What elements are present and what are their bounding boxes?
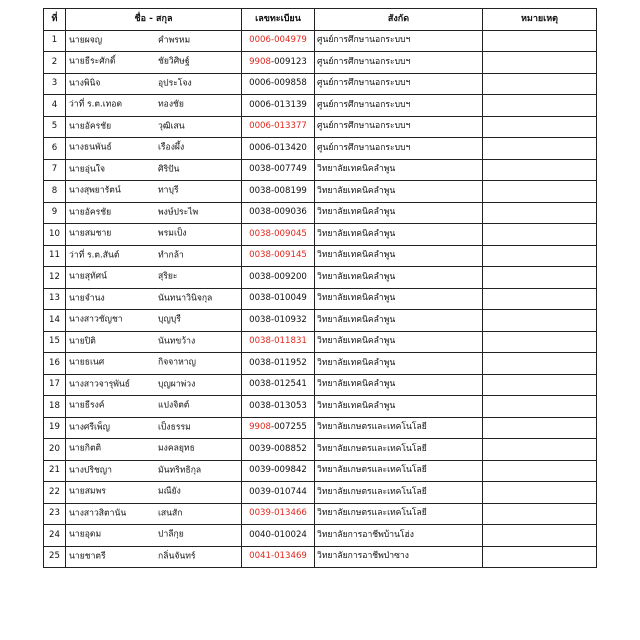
first-name: ว่าที่ ร.ต.เทอด — [69, 99, 123, 110]
registration-part: 0038-011952 — [249, 357, 307, 368]
header-name: ชื่อ - สกุล — [66, 9, 242, 31]
registration-part-highlighted: 9908 — [249, 422, 271, 433]
first-name: นางพินิจ — [69, 78, 101, 89]
registration-number — [242, 288, 315, 310]
registration-part-highlighted: 0038-009145 — [249, 250, 307, 261]
first-name: ว่าที่ ร.ต.สันต์ — [69, 250, 120, 261]
table-row — [44, 116, 597, 138]
row-number: 12 — [44, 267, 66, 289]
remarks-cell — [483, 525, 597, 547]
registration-part-highlighted: 9908 — [249, 56, 271, 67]
registration-part: 0038-007749 — [249, 164, 307, 175]
last-name: ทองชัย — [158, 99, 184, 110]
remarks-cell — [483, 202, 597, 224]
registration-number — [242, 267, 315, 289]
registration-number — [242, 546, 315, 568]
first-name: นางธนพันธ์ — [69, 142, 112, 153]
first-name: นางสุพยารัตน์ — [69, 185, 121, 196]
last-name: วุฒิเสน — [158, 121, 185, 132]
name-cell — [66, 159, 242, 181]
remarks-cell — [483, 374, 597, 396]
affiliation-cell: วิทยาลัยเทคนิคลำพูน — [315, 245, 483, 267]
row-number: 6 — [44, 138, 66, 160]
table-header — [44, 9, 597, 31]
row-number: 18 — [44, 396, 66, 418]
name-cell — [66, 116, 242, 138]
remarks-cell — [483, 73, 597, 95]
remarks-cell — [483, 460, 597, 482]
last-name: ปาลีกุย — [158, 529, 184, 540]
affiliation-cell: ศูนย์การศึกษานอกระบบฯ — [315, 138, 483, 160]
name-cell — [66, 30, 242, 52]
row-number: 5 — [44, 116, 66, 138]
name-cell — [66, 546, 242, 568]
affiliation-cell: ศูนย์การศึกษานอกระบบฯ — [315, 116, 483, 138]
name-cell — [66, 73, 242, 95]
row-number: 3 — [44, 73, 66, 95]
table-row — [44, 224, 597, 246]
row-number: 17 — [44, 374, 66, 396]
remarks-cell — [483, 482, 597, 504]
registration-part: 0038-010049 — [249, 293, 307, 304]
first-name: นายธีระศักดิ์ — [69, 56, 116, 67]
registration-number — [242, 202, 315, 224]
first-name: นายธีรงค์ — [69, 400, 105, 411]
last-name: เป็งธรรม — [158, 422, 191, 433]
remarks-cell — [483, 181, 597, 203]
remarks-cell — [483, 331, 597, 353]
name-cell — [66, 288, 242, 310]
registration-number — [242, 30, 315, 52]
header-no: ที่ — [44, 9, 66, 31]
table-row — [44, 310, 597, 332]
affiliation-cell: วิทยาลัยเทคนิคลำพูน — [315, 331, 483, 353]
registration-part-highlighted: 0041-013469 — [249, 551, 307, 562]
first-name: นางศรีเพ็ญ — [69, 422, 110, 433]
remarks-cell — [483, 159, 597, 181]
remarks-cell — [483, 310, 597, 332]
remarks-cell — [483, 30, 597, 52]
table-row — [44, 181, 597, 203]
table-row — [44, 546, 597, 568]
registration-number — [242, 353, 315, 375]
affiliation-cell: วิทยาลัยเกษตรและเทคโนโลยี — [315, 482, 483, 504]
last-name: บุญบุรี — [158, 314, 181, 325]
registration-number — [242, 525, 315, 547]
row-number: 2 — [44, 52, 66, 74]
remarks-cell — [483, 439, 597, 461]
first-name: นายอัครชัย — [69, 207, 112, 218]
row-number: 21 — [44, 460, 66, 482]
first-name: นายอุดม — [69, 529, 102, 540]
registration-part: 0039-009842 — [249, 465, 307, 476]
row-number: 24 — [44, 525, 66, 547]
name-cell — [66, 224, 242, 246]
row-number: 23 — [44, 503, 66, 525]
table-row — [44, 353, 597, 375]
affiliation-cell: วิทยาลัยเกษตรและเทคโนโลยี — [315, 460, 483, 482]
row-number: 25 — [44, 546, 66, 568]
last-name: เสนสัก — [158, 508, 183, 519]
table-row — [44, 138, 597, 160]
name-cell — [66, 245, 242, 267]
last-name: นันทนาวินิจกุล — [158, 293, 213, 304]
row-number: 10 — [44, 224, 66, 246]
registration-part: 0006-013420 — [249, 142, 307, 153]
name-cell — [66, 482, 242, 504]
name-cell — [66, 310, 242, 332]
header-row — [44, 9, 597, 31]
remarks-cell — [483, 245, 597, 267]
remarks-cell — [483, 267, 597, 289]
name-cell — [66, 374, 242, 396]
table-row — [44, 95, 597, 117]
affiliation-cell: วิทยาลัยเกษตรและเทคโนโลยี — [315, 417, 483, 439]
table-row — [44, 439, 597, 461]
remarks-cell — [483, 52, 597, 74]
name-cell — [66, 95, 242, 117]
table-row — [44, 245, 597, 267]
registration-part-highlighted: 0006-004979 — [249, 35, 307, 46]
registration-number — [242, 310, 315, 332]
registration-number — [242, 439, 315, 461]
table-row — [44, 417, 597, 439]
name-cell — [66, 525, 242, 547]
name-cell — [66, 417, 242, 439]
remarks-cell — [483, 503, 597, 525]
affiliation-cell: วิทยาลัยเทคนิคลำพูน — [315, 374, 483, 396]
last-name: บุญผาพ่วง — [158, 379, 196, 390]
last-name: พรมเป็ง — [158, 228, 187, 239]
affiliation-cell: วิทยาลัยการอาชีพป่าซาง — [315, 546, 483, 568]
last-name: กิจจาหาญ — [158, 357, 196, 368]
header-registration: เลขทะเบียน — [242, 9, 315, 31]
last-name: พงษ์ประไพ — [158, 207, 199, 218]
name-cell — [66, 353, 242, 375]
remarks-cell — [483, 116, 597, 138]
remarks-cell — [483, 546, 597, 568]
first-name: นางปริชญา — [69, 465, 112, 476]
last-name: คำพรหม — [158, 35, 191, 46]
registration-part: 0038-009200 — [249, 271, 307, 282]
name-cell — [66, 202, 242, 224]
first-name: นางสาวชัญชา — [69, 314, 123, 325]
registration-number — [242, 503, 315, 525]
registration-number — [242, 245, 315, 267]
registration-part: 0038-008199 — [249, 185, 307, 196]
registration-part: 0040-010024 — [249, 529, 307, 540]
name-cell — [66, 460, 242, 482]
registration-part: 0038-013053 — [249, 400, 307, 411]
affiliation-cell: วิทยาลัยเทคนิคลำพูน — [315, 159, 483, 181]
remarks-cell — [483, 417, 597, 439]
last-name: มันทริทธิกุล — [158, 465, 202, 476]
name-cell — [66, 267, 242, 289]
row-number: 22 — [44, 482, 66, 504]
affiliation-cell: วิทยาลัยเทคนิคลำพูน — [315, 288, 483, 310]
roster-table — [43, 8, 597, 568]
affiliation-cell: วิทยาลัยเทคนิคลำพูน — [315, 353, 483, 375]
registration-part: 0038-009036 — [249, 207, 307, 218]
first-name: นายอุ่นใจ — [69, 164, 106, 175]
registration-number — [242, 181, 315, 203]
row-number: 9 — [44, 202, 66, 224]
last-name: ทาบุรี — [158, 185, 179, 196]
last-name: สุริยะ — [158, 271, 178, 282]
table-row — [44, 482, 597, 504]
row-number: 1 — [44, 30, 66, 52]
registration-number — [242, 138, 315, 160]
remarks-cell — [483, 224, 597, 246]
registration-part: 0039-008852 — [249, 443, 307, 454]
first-name: นางสาวจารุพันธ์ — [69, 379, 131, 390]
row-number: 19 — [44, 417, 66, 439]
row-number: 20 — [44, 439, 66, 461]
first-name: นายกิตติ — [69, 443, 102, 454]
registration-part: -007255 — [270, 422, 307, 433]
affiliation-cell: ศูนย์การศึกษานอกระบบฯ — [315, 30, 483, 52]
registration-number — [242, 116, 315, 138]
last-name: อุประโจง — [158, 78, 192, 89]
affiliation-cell: ศูนย์การศึกษานอกระบบฯ — [315, 52, 483, 74]
registration-part-highlighted: 0038-011831 — [249, 336, 307, 347]
remarks-cell — [483, 353, 597, 375]
row-number: 4 — [44, 95, 66, 117]
affiliation-cell: วิทยาลัยเทคนิคลำพูน — [315, 267, 483, 289]
first-name: นายผจญ — [69, 35, 103, 46]
name-cell — [66, 181, 242, 203]
affiliation-cell: วิทยาลัยเทคนิคลำพูน — [315, 310, 483, 332]
row-number: 14 — [44, 310, 66, 332]
last-name: ทำกล้า — [158, 250, 184, 261]
registration-number — [242, 52, 315, 74]
header-remarks: หมายเหตุ — [483, 9, 597, 31]
registration-part-highlighted: 0006-013377 — [249, 121, 307, 132]
registration-number — [242, 224, 315, 246]
registration-number — [242, 417, 315, 439]
affiliation-cell: วิทยาลัยเกษตรและเทคโนโลยี — [315, 439, 483, 461]
row-number: 15 — [44, 331, 66, 353]
row-number: 7 — [44, 159, 66, 181]
affiliation-cell: วิทยาลัยเทคนิคลำพูน — [315, 224, 483, 246]
first-name: นายสมชาย — [69, 228, 112, 239]
affiliation-cell: วิทยาลัยเทคนิคลำพูน — [315, 396, 483, 418]
table-body — [44, 30, 597, 568]
table-row — [44, 52, 597, 74]
last-name: นันทขว้าง — [158, 336, 196, 347]
row-number: 13 — [44, 288, 66, 310]
table-row — [44, 288, 597, 310]
last-name: ชัยวิศิษฐ์ — [158, 56, 190, 67]
first-name: นายปิติ — [69, 336, 96, 347]
registration-number — [242, 331, 315, 353]
name-cell — [66, 331, 242, 353]
row-number: 11 — [44, 245, 66, 267]
registration-number — [242, 159, 315, 181]
registration-part-highlighted: 0038-009045 — [249, 228, 307, 239]
first-name: นายธเนศ — [69, 357, 105, 368]
table-row — [44, 73, 597, 95]
name-cell — [66, 439, 242, 461]
last-name: แปงจิตต์ — [158, 400, 190, 411]
registration-part-highlighted: 0039-013466 — [249, 508, 307, 519]
first-name: นายสมพร — [69, 486, 106, 497]
affiliation-cell: วิทยาลัยการอาชีพบ้านโฮ่ง — [315, 525, 483, 547]
row-number: 8 — [44, 181, 66, 203]
row-number: 16 — [44, 353, 66, 375]
table-row — [44, 525, 597, 547]
affiliation-cell: ศูนย์การศึกษานอกระบบฯ — [315, 95, 483, 117]
table-row — [44, 460, 597, 482]
last-name: มงคลยุทธ — [158, 443, 195, 454]
table-row — [44, 267, 597, 289]
table-row — [44, 202, 597, 224]
registration-part: 0006-009858 — [249, 78, 307, 89]
table-row — [44, 331, 597, 353]
last-name: กลิ่นจันทร์ — [158, 551, 196, 562]
header-affiliation: สังกัด — [315, 9, 483, 31]
last-name: มณียัง — [158, 486, 181, 497]
first-name: นางสาวสิตานัน — [69, 508, 127, 519]
affiliation-cell: วิทยาลัยเกษตรและเทคโนโลยี — [315, 503, 483, 525]
registration-number — [242, 482, 315, 504]
remarks-cell — [483, 288, 597, 310]
name-cell — [66, 52, 242, 74]
remarks-cell — [483, 95, 597, 117]
registration-number — [242, 396, 315, 418]
first-name: นายจำนง — [69, 293, 105, 304]
affiliation-cell: วิทยาลัยเทคนิคลำพูน — [315, 181, 483, 203]
first-name: นายสุทัศน์ — [69, 271, 107, 282]
name-cell — [66, 396, 242, 418]
affiliation-cell: วิทยาลัยเทคนิคลำพูน — [315, 202, 483, 224]
registration-number — [242, 460, 315, 482]
registration-number — [242, 73, 315, 95]
registration-number — [242, 95, 315, 117]
table-row — [44, 30, 597, 52]
registration-part: 0006-013139 — [249, 99, 307, 110]
affiliation-cell: ศูนย์การศึกษานอกระบบฯ — [315, 73, 483, 95]
registration-part: 0038-012541 — [249, 379, 307, 390]
registration-number — [242, 374, 315, 396]
table-row — [44, 374, 597, 396]
first-name: นายอัครชัย — [69, 121, 112, 132]
last-name: ศิริปัน — [158, 164, 180, 175]
name-cell — [66, 503, 242, 525]
table-row — [44, 396, 597, 418]
remarks-cell — [483, 138, 597, 160]
registration-part: 0039-010744 — [249, 486, 307, 497]
first-name: นายชาตรี — [69, 551, 106, 562]
registration-part: -009123 — [270, 56, 307, 67]
table-row — [44, 503, 597, 525]
remarks-cell — [483, 396, 597, 418]
table-row — [44, 159, 597, 181]
name-cell — [66, 138, 242, 160]
registration-part: 0038-010932 — [249, 314, 307, 325]
last-name: เรืองผึ้ง — [158, 142, 185, 153]
